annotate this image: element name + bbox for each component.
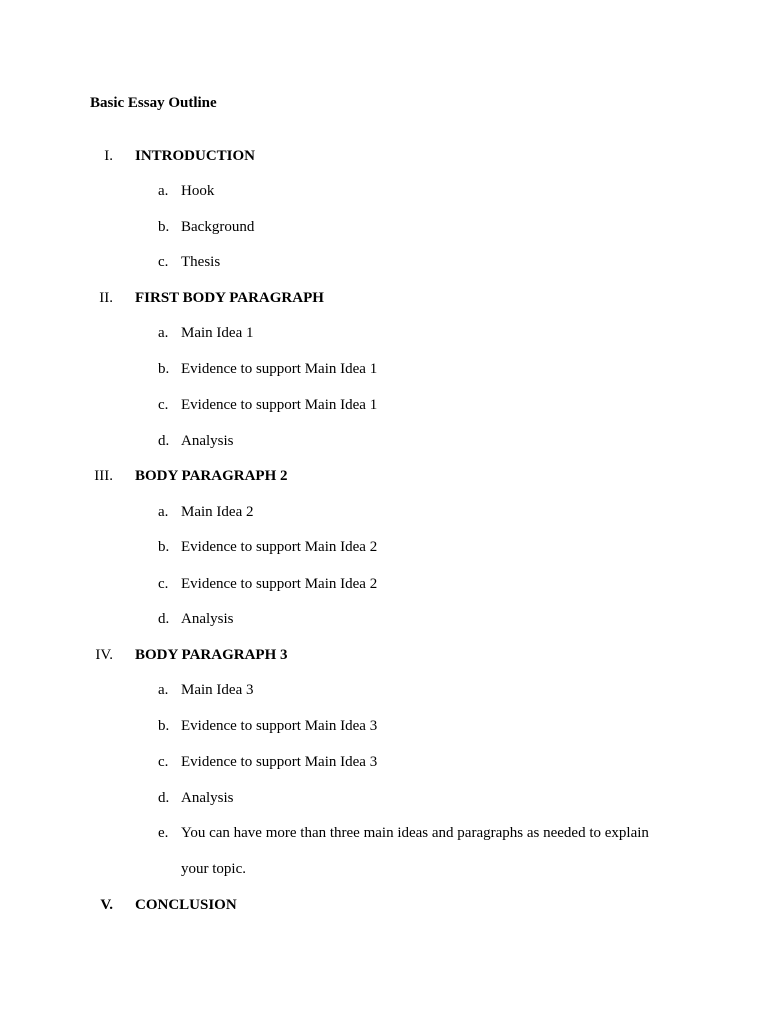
item-text: Analysis xyxy=(181,611,234,627)
item-letter: b. xyxy=(158,539,170,555)
section-heading-text: BODY PARAGRAPH 2 xyxy=(135,468,288,484)
item-text: Evidence to support Main Idea 1 xyxy=(181,361,378,377)
item-text: Analysis xyxy=(181,433,234,449)
item-text: Evidence to support Main Idea 3 xyxy=(181,754,378,770)
section-numeral: IV. xyxy=(95,647,113,663)
item-letter: a. xyxy=(158,682,169,698)
item-letter: a. xyxy=(158,504,169,520)
item-letter: d. xyxy=(158,790,170,806)
section-numeral: II. xyxy=(99,290,113,306)
item-text: Evidence to support Main Idea 3 xyxy=(181,718,378,734)
item-text: Hook xyxy=(181,183,215,199)
item-letter: a. xyxy=(158,325,169,341)
document-title[interactable]: Basic Essay Outline xyxy=(90,95,217,111)
item-letter: d. xyxy=(158,433,170,449)
item-letter: e. xyxy=(158,825,169,841)
item-letter: c. xyxy=(158,754,169,770)
item-letter: b. xyxy=(158,718,170,734)
section-numeral: III. xyxy=(94,468,113,484)
section-numeral: I. xyxy=(104,148,113,164)
item-letter: b. xyxy=(158,361,170,377)
item-text: Main Idea 3 xyxy=(181,682,254,698)
item-letter: c. xyxy=(158,254,169,270)
item-text: Thesis xyxy=(181,254,221,270)
section-heading-text: CONCLUSION xyxy=(135,897,237,913)
item-text-continuation: your topic. xyxy=(181,861,246,877)
item-text: Evidence to support Main Idea 1 xyxy=(181,397,378,413)
item-text: You can have more than three main ideas and paragraphs as needed to explain xyxy=(181,825,649,841)
item-letter: c. xyxy=(158,576,169,592)
item-text: Background xyxy=(181,219,255,235)
section-heading-text: INTRODUCTION xyxy=(135,148,256,164)
section-heading-text: BODY PARAGRAPH 3 xyxy=(135,647,288,663)
item-text: Evidence to support Main Idea 2 xyxy=(181,539,378,555)
item-letter: b. xyxy=(158,219,170,235)
section-heading-text: FIRST BODY PARAGRAPH xyxy=(135,290,324,306)
item-letter: d. xyxy=(158,611,170,627)
item-letter: c. xyxy=(158,397,169,413)
section-numeral: V. xyxy=(100,897,113,913)
item-letter: a. xyxy=(158,183,169,199)
item-text: Main Idea 1 xyxy=(181,325,254,341)
item-text: Main Idea 2 xyxy=(181,504,254,520)
item-text: Analysis xyxy=(181,790,234,806)
item-text: Evidence to support Main Idea 2 xyxy=(181,576,378,592)
